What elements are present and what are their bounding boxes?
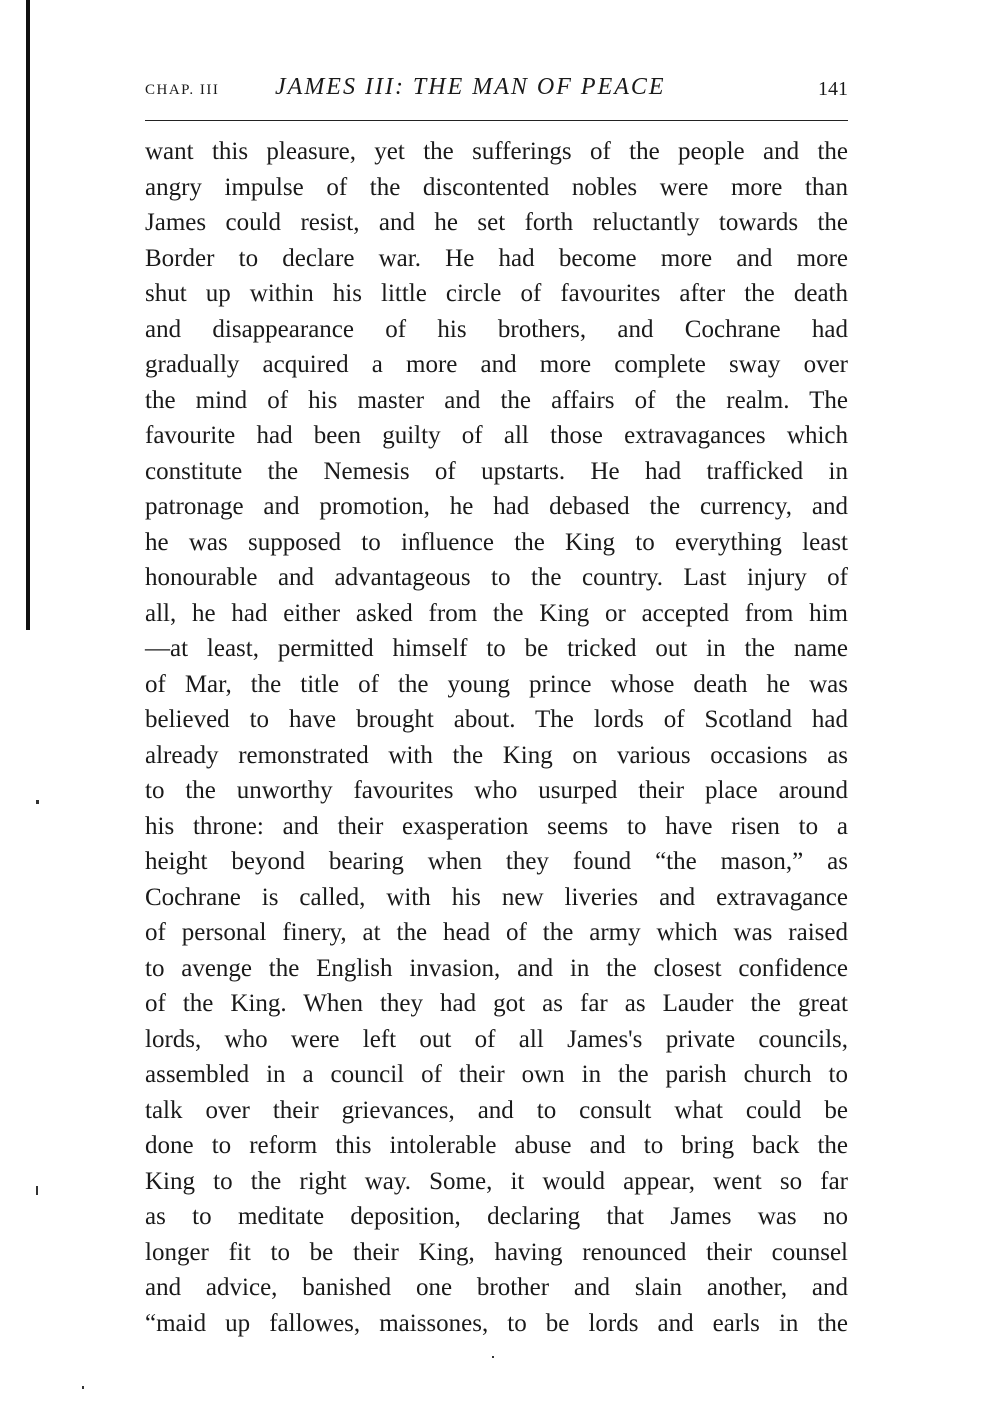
text-line: King to the right way. Some, it would appear, went so far bbox=[145, 1167, 848, 1195]
text-line: he was supposed to influence the King to everything least bbox=[145, 528, 848, 556]
text-line: assembled in a council of their own in the parish church to bbox=[145, 1061, 848, 1088]
page-header bbox=[145, 74, 848, 108]
text-line: all, he had either asked from the King or accepted from him bbox=[145, 599, 848, 627]
text-line: to the unworthy favourites who usurped their place around bbox=[145, 777, 848, 804]
text-line: Cochrane is called, with his new liveries and extravagance bbox=[145, 883, 848, 911]
text-line: longer fit to be their King, having renounced their counsel bbox=[145, 1238, 848, 1266]
scan-speck bbox=[36, 1186, 38, 1195]
text-line: gradually acquired a more and more complete sway over bbox=[145, 351, 848, 378]
text-line: favourite had been guilty of all those extravagances which bbox=[145, 422, 848, 449]
text-line: James could resist, and he set forth reluctantly towards the bbox=[145, 209, 848, 236]
header-rule bbox=[145, 120, 848, 121]
scan-speck bbox=[82, 1386, 84, 1389]
page-binding-edge bbox=[26, 0, 30, 630]
text-line: and disappearance of his brothers, and Cochrane had bbox=[145, 315, 848, 343]
text-line: as to meditate deposition, declaring that James was no bbox=[145, 1203, 848, 1230]
running-title: JAMES III: THE MAN OF PEACE bbox=[275, 74, 666, 100]
text-line: believed to have brought about. The lords of Scotland had bbox=[145, 706, 848, 733]
text-line: —at least, permitted himself to be tricked out in the name bbox=[145, 635, 848, 662]
text-line: lords, who were left out of all James's private councils, bbox=[145, 1025, 848, 1053]
page-number: 141 bbox=[818, 78, 848, 100]
text-line: already remonstrated with the King on various occasions as bbox=[145, 741, 848, 769]
body-text bbox=[145, 134, 848, 1341]
text-line: height beyond bearing when they found “the mason,” as bbox=[145, 848, 848, 875]
text-line: done to reform this intolerable abuse and to bring back the bbox=[145, 1132, 848, 1159]
text-line: of Mar, the title of the young prince whose death he was bbox=[145, 670, 848, 698]
text-line: constitute the Nemesis of upstarts. He had trafficked in bbox=[145, 457, 848, 485]
text-line: want this pleasure, yet the sufferings of the people and the bbox=[145, 138, 848, 165]
text-line: shut up within his little circle of favourites after the death bbox=[145, 280, 848, 307]
text-line: the mind of his master and the affairs of the realm. The bbox=[145, 386, 848, 414]
text-line: Border to declare war. He had become more and more bbox=[145, 244, 848, 272]
text-line: of personal finery, at the head of the army which was raised bbox=[145, 919, 848, 946]
text-line: honourable and advantageous to the country. Last injury of bbox=[145, 564, 848, 591]
scan-speck bbox=[36, 800, 39, 804]
text-line: patronage and promotion, he had debased the currency, and bbox=[145, 493, 848, 520]
text-line: and advice, banished one brother and slain another, and bbox=[145, 1274, 848, 1301]
chapter-label: CHAP. III bbox=[145, 82, 220, 98]
text-line: his throne: and their exasperation seems to have risen to a bbox=[145, 812, 848, 840]
text-line: to avenge the English invasion, and in the closest confidence bbox=[145, 954, 848, 982]
scan-speck bbox=[492, 1356, 494, 1358]
text-line: of the King. When they had got as far as Lauder the great bbox=[145, 990, 848, 1017]
text-line: angry impulse of the discontented nobles were more than bbox=[145, 173, 848, 201]
text-line: “maid up fallowes, maissones, to be lords and earls in the bbox=[145, 1309, 848, 1337]
text-line: talk over their grievances, and to consult what could be bbox=[145, 1096, 848, 1124]
